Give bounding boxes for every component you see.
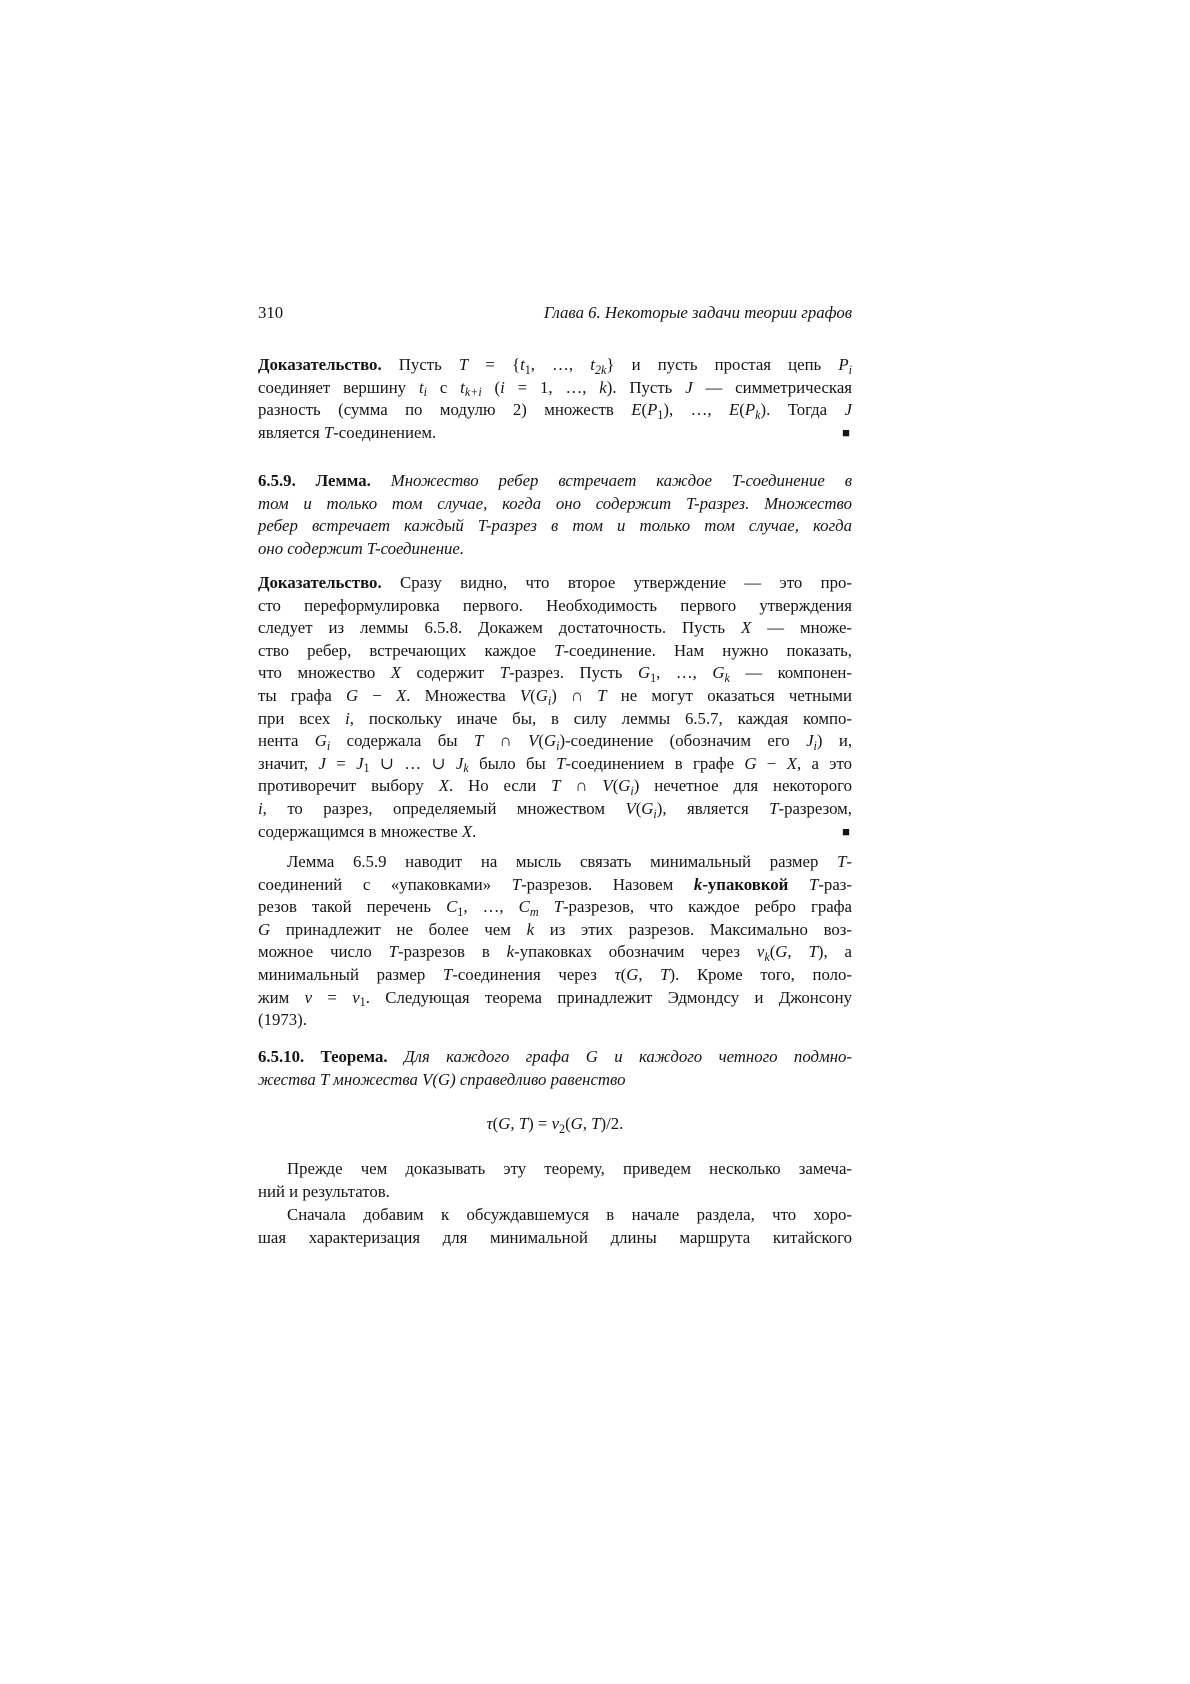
subscript: 1 bbox=[524, 362, 531, 377]
math-italic: G bbox=[637, 663, 651, 683]
math-italic: ν bbox=[304, 987, 313, 1007]
subscript: i bbox=[848, 362, 852, 377]
math-italic: T bbox=[808, 942, 818, 962]
subscript: i bbox=[630, 783, 634, 798]
body-paragraph bbox=[258, 851, 852, 1032]
text-run: . Но если bbox=[449, 776, 552, 796]
text-run: , …, bbox=[656, 663, 713, 683]
math-italic: t bbox=[418, 377, 424, 397]
text-run: нента bbox=[258, 731, 315, 751]
text-run: следует из леммы 6.5.8. Докажем достаточность. Пусть bbox=[258, 618, 741, 638]
text-run: . bbox=[472, 821, 477, 841]
text-run: − bbox=[756, 753, 787, 773]
text-line bbox=[258, 753, 852, 776]
text-run: (1973). bbox=[258, 1010, 307, 1030]
math-italic: t bbox=[520, 355, 525, 374]
text-run: является bbox=[258, 422, 324, 442]
text-run: что множество bbox=[258, 663, 391, 683]
math-italic: J bbox=[685, 377, 693, 397]
text-run: принадлежит не более чем bbox=[270, 919, 527, 939]
text-run: ), …, bbox=[663, 400, 730, 420]
text-run: — множе- bbox=[751, 618, 852, 638]
math-italic: G bbox=[712, 663, 725, 683]
math-italic: t bbox=[590, 355, 595, 374]
subscript: 1 bbox=[457, 904, 464, 919]
text-run: -разрезов, что каждое ребро графа bbox=[562, 897, 852, 917]
math-italic: T bbox=[809, 874, 819, 894]
running-head bbox=[258, 302, 852, 325]
math-italic: k bbox=[599, 377, 607, 397]
text-run: ( bbox=[481, 377, 501, 397]
text-run: ∩ bbox=[560, 776, 603, 796]
text-run: . Множества bbox=[406, 685, 520, 705]
math-italic: T bbox=[499, 663, 510, 683]
math-italic: T bbox=[511, 874, 522, 894]
subscript: i bbox=[547, 693, 552, 708]
text-run: -разрезом, bbox=[778, 798, 853, 818]
text-run: ( bbox=[612, 776, 619, 796]
text-line bbox=[258, 1181, 852, 1204]
text-run: , bbox=[510, 1114, 519, 1133]
text-run: содержала бы bbox=[330, 731, 474, 751]
text-line bbox=[258, 685, 852, 708]
text-run: ( bbox=[530, 685, 536, 705]
text-run: ). Кроме того, поло- bbox=[669, 964, 852, 984]
text-run: ( bbox=[565, 1114, 571, 1133]
math-italic: C bbox=[446, 897, 458, 917]
text-line bbox=[258, 1046, 852, 1069]
body-paragraph bbox=[258, 1204, 852, 1249]
text-line bbox=[258, 987, 852, 1010]
math-italic: J bbox=[356, 753, 364, 773]
text-run: -соединение. Нам нужно показать, bbox=[563, 640, 852, 660]
math-italic: V bbox=[519, 685, 531, 705]
text-line bbox=[258, 493, 852, 516]
text-run: -раз- bbox=[818, 874, 852, 894]
text-run: ( bbox=[739, 400, 745, 420]
text-run: ( bbox=[769, 942, 776, 962]
math-italic: i bbox=[345, 708, 350, 728]
math-italic: k bbox=[506, 942, 515, 962]
text-line bbox=[258, 640, 852, 663]
math-italic: G bbox=[744, 753, 757, 773]
math-italic: G bbox=[498, 1114, 511, 1133]
bold-italic-math: k bbox=[693, 874, 703, 894]
text-line bbox=[258, 798, 852, 821]
math-italic: G bbox=[258, 919, 271, 939]
text-run: можное число bbox=[258, 942, 389, 962]
text-line bbox=[258, 851, 852, 874]
math-italic: T bbox=[556, 753, 566, 773]
math-italic: X bbox=[438, 776, 450, 796]
math-italic: Для каждого графа G и каждого четного подмно- bbox=[387, 1047, 852, 1066]
math-italic: G bbox=[641, 798, 654, 818]
text-run: ) нечетное для некоторого bbox=[633, 776, 853, 796]
subscript: i bbox=[556, 738, 560, 753]
text-run: ний и результатов. bbox=[258, 1181, 390, 1201]
text-run: — компонен- bbox=[729, 663, 852, 683]
text-run: ) = bbox=[528, 1114, 552, 1133]
text-run: ( bbox=[620, 964, 627, 984]
math-italic: ν bbox=[352, 987, 360, 1007]
text-line bbox=[258, 572, 852, 595]
math-italic: P bbox=[838, 355, 849, 374]
text-run: разность (сумма по модулю 2) множеств bbox=[258, 400, 632, 420]
subscript: 1 bbox=[650, 671, 657, 685]
subscript: i bbox=[326, 738, 331, 753]
text-run: не могут оказаться четными bbox=[606, 685, 852, 705]
math-italic: X bbox=[390, 663, 402, 683]
text-line bbox=[258, 896, 852, 919]
text-run: соединений с «упаковками» bbox=[258, 874, 512, 894]
text-line bbox=[258, 1069, 852, 1092]
subscript: k bbox=[764, 950, 770, 964]
text-run: , то разрез, определяемый множеством bbox=[262, 798, 626, 818]
text-line bbox=[258, 1227, 852, 1250]
math-italic: X bbox=[461, 821, 473, 841]
text-run: } и пусть простая цепь bbox=[606, 355, 839, 374]
text-run: -разрезов в bbox=[397, 942, 507, 962]
text-run: ). Пусть bbox=[606, 377, 686, 397]
text-line bbox=[258, 515, 852, 538]
subscript: k bbox=[463, 761, 469, 776]
text-run: -соединением в графе bbox=[565, 753, 745, 773]
bold-heading: Доказательство. bbox=[258, 573, 382, 592]
math-italic: G bbox=[618, 776, 631, 796]
text-run: — симметрическая bbox=[692, 377, 852, 397]
text-line bbox=[258, 730, 852, 753]
text-run: Сразу видно, что второе утверждение — это про- bbox=[381, 573, 852, 592]
text-run: значит, bbox=[258, 753, 319, 773]
math-italic: T bbox=[551, 776, 561, 796]
subscript: m bbox=[529, 904, 539, 919]
text-run: резов такой перечень bbox=[258, 897, 447, 917]
text-run: ты графа bbox=[258, 685, 347, 705]
text-run: из этих разрезов. Максимально воз- bbox=[534, 919, 852, 939]
math-italic: τ bbox=[486, 1114, 493, 1133]
math-italic: T bbox=[837, 852, 847, 871]
math-italic: k bbox=[526, 919, 535, 939]
text-run: , bbox=[638, 964, 661, 984]
text-line bbox=[258, 617, 852, 640]
text-line bbox=[258, 775, 852, 798]
math-italic: i bbox=[500, 377, 505, 397]
math-italic: T bbox=[473, 731, 484, 751]
math-italic: τ bbox=[614, 964, 621, 984]
text-run: содержащимся в множестве bbox=[258, 821, 462, 841]
text-run: соединяет вершину bbox=[258, 377, 419, 397]
text-run: Сначала добавим к обсуждавшемуся в начале раздела, что хоро- bbox=[287, 1205, 852, 1224]
text-line bbox=[258, 919, 852, 942]
text-line bbox=[258, 821, 852, 844]
text-run: ∩ bbox=[483, 731, 529, 751]
bold-heading: -упаковкой bbox=[702, 874, 789, 894]
text-run: Лемма 6.5.9 наводит на мысль связать минимальный размер bbox=[287, 852, 838, 871]
text-line bbox=[258, 1009, 852, 1032]
math-italic: оно содержит T-соединение. bbox=[258, 538, 465, 558]
subscript: 1 bbox=[657, 407, 664, 422]
text-line bbox=[258, 964, 852, 987]
text-line bbox=[258, 399, 852, 422]
math-italic: X bbox=[395, 685, 407, 705]
math-italic: V bbox=[528, 731, 539, 751]
text-run: Прежде чем доказывать эту теорему, приведем несколько замеча- bbox=[287, 1159, 852, 1178]
math-italic: J bbox=[806, 731, 814, 751]
subscript: 2k bbox=[594, 362, 607, 377]
qed-mark: ■ bbox=[842, 424, 850, 440]
text-run: . Следующая теорема принадлежит Эдмондсу и Джонсону bbox=[365, 987, 852, 1007]
text-run: ) и, bbox=[816, 731, 853, 751]
text-run: -разрезов. Назовем bbox=[521, 874, 694, 894]
text-run: ( bbox=[641, 400, 648, 420]
math-italic: T bbox=[388, 942, 398, 962]
text-run: = { bbox=[468, 355, 521, 374]
math-italic: X bbox=[741, 618, 752, 638]
math-italic: ребер встречает каждый T-разрез в том и только том случае, когда bbox=[258, 516, 852, 536]
math-italic: T bbox=[597, 685, 607, 705]
math-italic: E bbox=[729, 400, 740, 420]
math-italic: ν bbox=[551, 1114, 560, 1133]
text-run: -соединением. bbox=[333, 422, 437, 442]
math-italic: P bbox=[744, 400, 756, 420]
math-italic: T bbox=[554, 640, 564, 660]
text-line bbox=[258, 1158, 852, 1181]
running-title: Глава 6. Некоторые задачи теории графов bbox=[543, 303, 852, 322]
text-line bbox=[258, 595, 852, 618]
text-run: с bbox=[426, 377, 461, 397]
math-italic: жества T множества V(G) справедливо равенство bbox=[258, 1069, 626, 1089]
subscript: i bbox=[653, 806, 657, 821]
text-line bbox=[258, 1204, 852, 1227]
math-italic: J bbox=[455, 753, 464, 773]
bold-heading: 6.5.9. Лемма. bbox=[258, 471, 371, 490]
text-line bbox=[258, 708, 852, 731]
math-italic: J bbox=[318, 753, 326, 773]
text-run: -соединения через bbox=[452, 964, 615, 984]
math-italic: V bbox=[602, 776, 613, 796]
text-run: ). Тогда bbox=[760, 400, 845, 420]
text-run: сто переформулировка первого. Необходимость первого утверждения bbox=[258, 595, 852, 615]
bold-heading: Доказательство. bbox=[258, 355, 382, 374]
text-run: − bbox=[358, 685, 396, 705]
text-run: = 1, …, bbox=[504, 377, 600, 397]
math-italic: V bbox=[625, 798, 636, 818]
proof-paragraph bbox=[258, 572, 852, 843]
text-line bbox=[258, 874, 852, 897]
text-run: )/2. bbox=[600, 1114, 624, 1133]
text-run: , …, bbox=[463, 897, 519, 917]
text-run: ( bbox=[492, 1114, 499, 1133]
text-run: Пусть bbox=[381, 355, 459, 374]
math-italic: G bbox=[346, 685, 359, 705]
text-line bbox=[258, 538, 852, 561]
text-run: ∪ … ∪ bbox=[369, 753, 456, 773]
text-line bbox=[258, 422, 852, 445]
text-run: было бы bbox=[468, 753, 557, 773]
text-run: жим bbox=[258, 987, 305, 1007]
subscript: 2 bbox=[559, 1121, 566, 1136]
math-italic: T bbox=[458, 355, 469, 374]
text-run: при всех bbox=[258, 708, 346, 728]
math-italic: G bbox=[570, 1114, 583, 1133]
math-italic: G bbox=[535, 685, 548, 705]
text-line bbox=[258, 354, 852, 377]
text-line bbox=[258, 470, 852, 493]
text-run: ), является bbox=[656, 798, 770, 818]
math-italic: C bbox=[518, 897, 530, 917]
text-run: содержит bbox=[401, 663, 500, 683]
math-italic: T bbox=[769, 798, 779, 818]
subscript: i bbox=[423, 385, 427, 400]
math-italic: T bbox=[323, 422, 334, 442]
text-run: , bbox=[582, 1114, 592, 1133]
math-italic: T bbox=[660, 964, 670, 984]
lemma-statement bbox=[258, 470, 852, 560]
math-italic: том и только том случае, когда оно содержит T-разрез. Множество bbox=[258, 493, 852, 513]
text-run: ство ребер, встречающих каждое bbox=[258, 640, 555, 660]
math-italic: G bbox=[626, 964, 639, 984]
text-run: минимальный размер bbox=[258, 964, 443, 984]
text-run: шая характеризация для минимальной длины маршрута китайского bbox=[258, 1227, 852, 1247]
text-run: , …, bbox=[530, 355, 591, 374]
text-run: противоречит выбору bbox=[258, 776, 439, 796]
bold-heading: 6.5.10. Теорема. bbox=[258, 1047, 388, 1066]
text-run: - bbox=[846, 852, 852, 871]
math-italic: J bbox=[844, 400, 852, 420]
text-run: -разрез. Пусть bbox=[509, 663, 638, 683]
proof-paragraph bbox=[258, 354, 852, 444]
math-italic: G bbox=[775, 942, 788, 962]
theorem-statement bbox=[258, 1046, 852, 1091]
math-italic: P bbox=[647, 400, 658, 420]
qed-mark: ■ bbox=[842, 823, 850, 839]
text-run: ), а bbox=[817, 942, 852, 962]
subscript: k bbox=[755, 407, 761, 422]
subscript: k+i bbox=[464, 385, 482, 400]
text-line bbox=[258, 377, 852, 400]
text-run: = bbox=[312, 987, 353, 1007]
math-italic: T bbox=[442, 964, 453, 984]
subscript: 1 bbox=[363, 761, 370, 776]
text-run: = bbox=[325, 753, 357, 773]
subscript: 1 bbox=[359, 995, 366, 1010]
text-run bbox=[539, 897, 554, 916]
math-italic: i bbox=[258, 798, 263, 818]
text-line bbox=[258, 662, 852, 685]
math-italic: X bbox=[786, 753, 797, 773]
text-run: , а это bbox=[796, 753, 853, 773]
math-italic: E bbox=[631, 400, 642, 420]
math-italic: ν bbox=[756, 942, 765, 962]
text-run: ) ∩ bbox=[551, 685, 598, 705]
text-line bbox=[258, 941, 852, 964]
text-run bbox=[788, 875, 809, 894]
text-run: -упаковках обозначим через bbox=[514, 942, 757, 962]
math-italic: G bbox=[314, 731, 327, 751]
text-run: , поскольку иначе бы, в силу леммы 6.5.7, каждая компо- bbox=[349, 708, 852, 728]
text-run: ( bbox=[635, 798, 642, 818]
math-italic: Множество ребер встречает каждое T-соединение в bbox=[370, 471, 852, 490]
display-formula bbox=[258, 1113, 852, 1136]
math-italic: t bbox=[460, 377, 465, 397]
page-number: 310 bbox=[258, 303, 284, 322]
text-line bbox=[258, 1113, 852, 1136]
text-run: )-соединение (обозначим его bbox=[559, 731, 807, 751]
body-paragraph bbox=[258, 1158, 852, 1203]
math-italic: G bbox=[544, 731, 557, 751]
text-run: , bbox=[787, 942, 809, 962]
text-run: ( bbox=[538, 731, 545, 751]
math-italic: T bbox=[553, 897, 563, 917]
subscript: i bbox=[813, 738, 817, 753]
subscript: k bbox=[724, 671, 730, 685]
math-italic: T bbox=[591, 1114, 601, 1133]
math-italic: T bbox=[518, 1114, 529, 1133]
